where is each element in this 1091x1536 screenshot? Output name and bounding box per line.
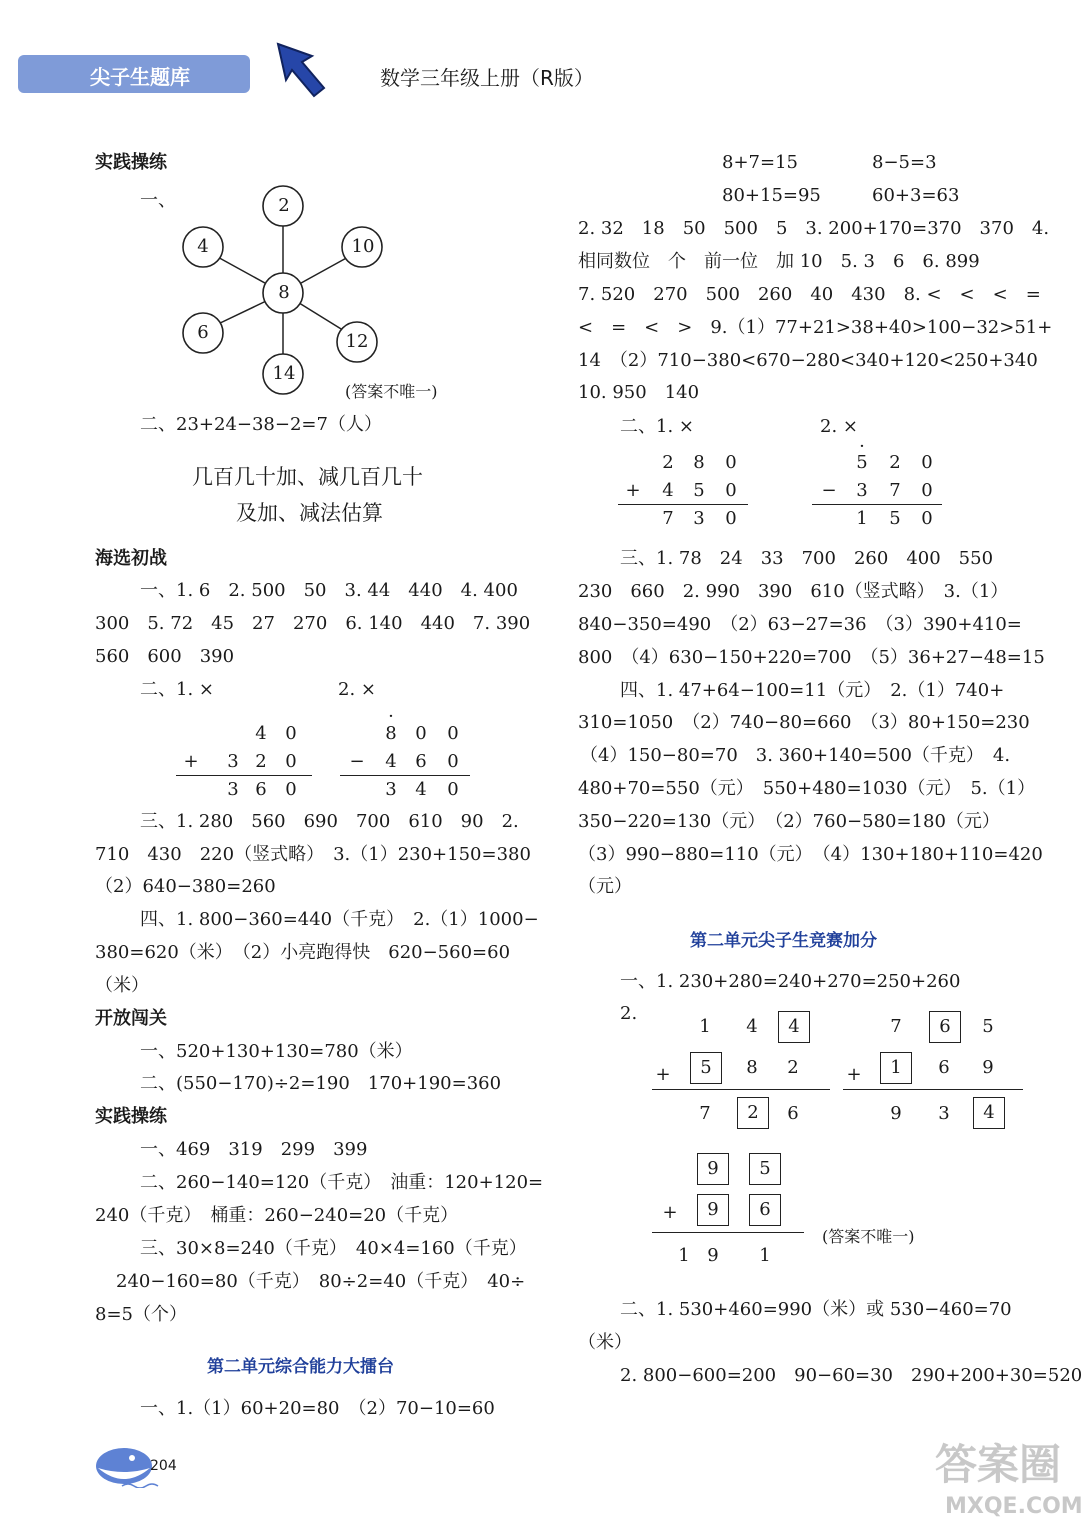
digit: 3: [227, 779, 239, 800]
digit: 0: [447, 779, 459, 800]
digit: 3: [693, 508, 705, 529]
answer-box: 4: [973, 1097, 1005, 1129]
answer-line: 2. 800−600=200 90−60=30 290+200+30=520: [620, 1365, 1083, 1386]
digit: 6: [255, 779, 267, 800]
answer-line: 14 （2）710−380<670−280<340+120<250+340: [578, 350, 1038, 371]
sum-line: [176, 775, 312, 776]
answer-line: 2. ×: [338, 679, 376, 700]
circle-value: 14: [272, 363, 296, 384]
answer-line: 60+3=63: [872, 185, 960, 206]
answer-line: （米）: [578, 1332, 632, 1353]
digit: 8: [693, 452, 705, 473]
answer-box: 5: [749, 1153, 781, 1185]
digit: 0: [447, 751, 459, 772]
answer-line: 三、1. 78 24 33 700 260 400 550: [620, 548, 994, 569]
arrow-icon: [272, 40, 328, 100]
answer-line: 800 （4）630−150+220=700 （5）36+27−48=15: [578, 647, 1045, 668]
diff-line: [812, 504, 942, 505]
answer-line: 二、1. 530+460=990（米）或 530−460=70: [620, 1299, 1012, 1320]
watermark-logo: 答案圈: [935, 1440, 1062, 1489]
circle-value: 4: [197, 236, 209, 257]
digit: 2: [889, 452, 901, 473]
digit: 1: [699, 1016, 711, 1037]
digit: 1: [678, 1245, 690, 1266]
item-label: 一、: [140, 190, 176, 211]
answer-line: 一、520+130+130=780（米）: [140, 1041, 413, 1062]
answer-line: 480+70=550（元） 550+480=1030（元） 5.（1）: [578, 778, 1036, 799]
circle-value: 6: [197, 322, 209, 343]
digit: 0: [415, 723, 427, 744]
digit: 9: [890, 1103, 902, 1124]
answer-box: 1: [880, 1052, 912, 1084]
operator: +: [662, 1202, 678, 1223]
digit: 9: [982, 1057, 994, 1078]
digit: 4: [746, 1016, 758, 1037]
answer-line: 8=5（个）: [95, 1304, 187, 1325]
digit: 7: [699, 1103, 711, 1124]
digit: 0: [725, 452, 737, 473]
section-heading: 第二单元综合能力大擂台: [207, 1357, 394, 1377]
digit: 0: [285, 779, 297, 800]
answer-line: 二、(550−170)÷2=190 170+190=360: [140, 1073, 502, 1094]
digit: 4: [662, 480, 674, 501]
digit: 0: [285, 723, 297, 744]
digit: 5: [982, 1016, 994, 1037]
answer-line: 350−220=130（元） （2）760−580=180（元）: [578, 811, 1000, 832]
digit: 0: [447, 723, 459, 744]
operator: +: [655, 1064, 671, 1085]
borrow-dot: ·: [859, 436, 865, 457]
answer-line: 一、1.（1）60+20=80 （2）70−10=60: [140, 1398, 495, 1419]
answer-line: 560 600 390: [95, 646, 235, 667]
answer-line: 240−160=80（千克） 80÷2=40（千克） 40÷: [116, 1271, 526, 1292]
answer-line: （3）990−880=110（元） （4）130+180+110=420: [578, 844, 1043, 865]
operator: +: [183, 751, 199, 772]
unit-subtitle: 及加、减法估算: [236, 501, 383, 525]
answer-line: 10. 950 140: [578, 382, 700, 403]
digit: 0: [921, 480, 933, 501]
digit: 0: [725, 480, 737, 501]
answer-line: 三、30×8=240（千克） 40×4=160（千克）: [140, 1238, 527, 1259]
digit: 0: [921, 452, 933, 473]
answer-line: 2.: [620, 1003, 638, 1024]
answer-line: 一、469 319 299 399: [140, 1139, 368, 1160]
section-heading: 第二单元尖子生竞赛加分: [690, 931, 877, 951]
answer-line: 二、1. ×: [620, 416, 694, 437]
answer-line: 230 660 2. 990 390 610（竖式略） 3.（1）: [578, 581, 1009, 602]
answer-line: （米）: [95, 975, 149, 996]
digit: 3: [938, 1103, 950, 1124]
digit: 4: [415, 779, 427, 800]
answer-line: 2. ×: [820, 416, 858, 437]
answer-line: 一、1. 6 2. 500 50 3. 44 440 4. 400: [140, 580, 518, 601]
section-heading: 实践操练: [95, 152, 167, 173]
digit: 7: [889, 480, 901, 501]
answer-line: 80+15=95: [722, 185, 821, 206]
digit: 8: [746, 1057, 758, 1078]
answer-line: 二、1. ×: [140, 679, 214, 700]
digit: 7: [662, 508, 674, 529]
digit: 3: [856, 480, 868, 501]
note: (答案不唯一): [345, 382, 438, 401]
answer-line: 二、260−140=120（千克） 油重：120+120=: [140, 1172, 544, 1193]
answer-line: 7. 520 270 500 260 40 430 8. < < < =: [578, 284, 1041, 305]
digit: 5: [693, 480, 705, 501]
digit: 1: [856, 508, 868, 529]
header-badge: [18, 55, 250, 93]
operator: +: [846, 1064, 862, 1085]
note: (答案不唯一): [822, 1227, 915, 1246]
header-badge-label: 尖子生题库: [90, 65, 190, 89]
answer-line: 二、23+24−38−2=7（人）: [140, 414, 382, 435]
digit: 6: [938, 1057, 950, 1078]
digit: 0: [285, 751, 297, 772]
answer-box: 6: [929, 1011, 961, 1043]
answer-line: 四、1. 47+64−100=11（元） 2.（1）740+: [620, 680, 1005, 701]
section-heading: 开放闯关: [95, 1008, 167, 1029]
answer-line: （4）150−80=70 3. 360+140=500（千克） 4.: [580, 745, 1011, 766]
answer-box: 9: [697, 1153, 729, 1185]
answer-line: < = < > 9.（1）77+21>38+40>100−32>51+: [578, 317, 1053, 338]
sum-line: [652, 1232, 804, 1233]
unit-title: 几百几十加、减几百几十: [192, 465, 423, 489]
answer-line: 310=1050 （2）740−80=660 （3）80+150=230: [578, 712, 1030, 733]
answer-box: 2: [737, 1097, 769, 1129]
page-number: 204: [150, 1458, 177, 1474]
operator: −: [349, 751, 365, 772]
digit: 2: [662, 452, 674, 473]
digit: 4: [255, 723, 267, 744]
sum-line: [652, 1089, 830, 1090]
digit: 5: [856, 452, 868, 473]
circle-value: 12: [345, 331, 369, 352]
answer-line: 三、1. 280 560 690 700 610 90 2.: [140, 811, 519, 832]
answer-line: 8−5=3: [872, 152, 937, 173]
digit: 9: [707, 1245, 719, 1266]
digit: 0: [725, 508, 737, 529]
digit: 7: [890, 1016, 902, 1037]
watermark-url: MXQE.COM: [945, 1494, 1083, 1519]
answer-box: 5: [690, 1052, 722, 1084]
operator: −: [821, 480, 837, 501]
answer-line: 840−350=490 （2）63−27=36 （3）390+410=: [578, 614, 1022, 635]
diff-line: [340, 775, 470, 776]
answer-line: 四、1. 800−360=440（千克） 2.（1）1000−: [140, 909, 539, 930]
answer-box: 6: [749, 1194, 781, 1226]
answer-line: 710 430 220（竖式略） 3.（1）230+150=380: [95, 844, 531, 865]
digit: 6: [787, 1103, 799, 1124]
operator: +: [625, 480, 641, 501]
digit: 8: [385, 723, 397, 744]
answer-line: 380=620（米） （2）小亮跑得快 620−560=60: [95, 942, 511, 963]
digit: 3: [385, 779, 397, 800]
answer-line: 相同数位 个 前一位 加 10 5. 3 6 6. 899: [578, 251, 980, 272]
answer-line: 一、1. 230+280=240+270=250+260: [620, 971, 961, 992]
answer-line: （元）: [578, 876, 632, 897]
digit: 3: [227, 751, 239, 772]
answer-line: 8+7=15: [722, 152, 798, 173]
answer-box: 4: [778, 1011, 810, 1043]
circle-value: 2: [278, 195, 290, 216]
circle-value: 8: [278, 282, 290, 303]
circle-value: 10: [351, 236, 375, 257]
answer-line: （2）640−380=260: [95, 876, 276, 897]
digit: 1: [759, 1245, 771, 1266]
section-heading: 海选初战: [95, 548, 167, 569]
borrow-dot: ·: [388, 706, 394, 727]
answer-box: 9: [697, 1194, 729, 1226]
section-heading: 实践操练: [95, 1106, 167, 1127]
answer-line: 300 5. 72 45 27 270 6. 140 440 7. 390: [95, 613, 531, 634]
digit: 0: [921, 508, 933, 529]
answer-line: 240（千克） 桶重：260−240=20（千克）: [95, 1205, 459, 1226]
digit: 4: [385, 751, 397, 772]
sum-line: [618, 504, 748, 505]
answer-line: 2. 32 18 50 500 5 3. 200+170=370 370 4.: [578, 218, 1050, 239]
digit: 5: [889, 508, 901, 529]
digit: 2: [787, 1057, 799, 1078]
digit: 6: [415, 751, 427, 772]
sum-line: [843, 1089, 1023, 1090]
header-title: 数学三年级上册（R版）: [380, 66, 594, 90]
digit: 2: [255, 751, 267, 772]
